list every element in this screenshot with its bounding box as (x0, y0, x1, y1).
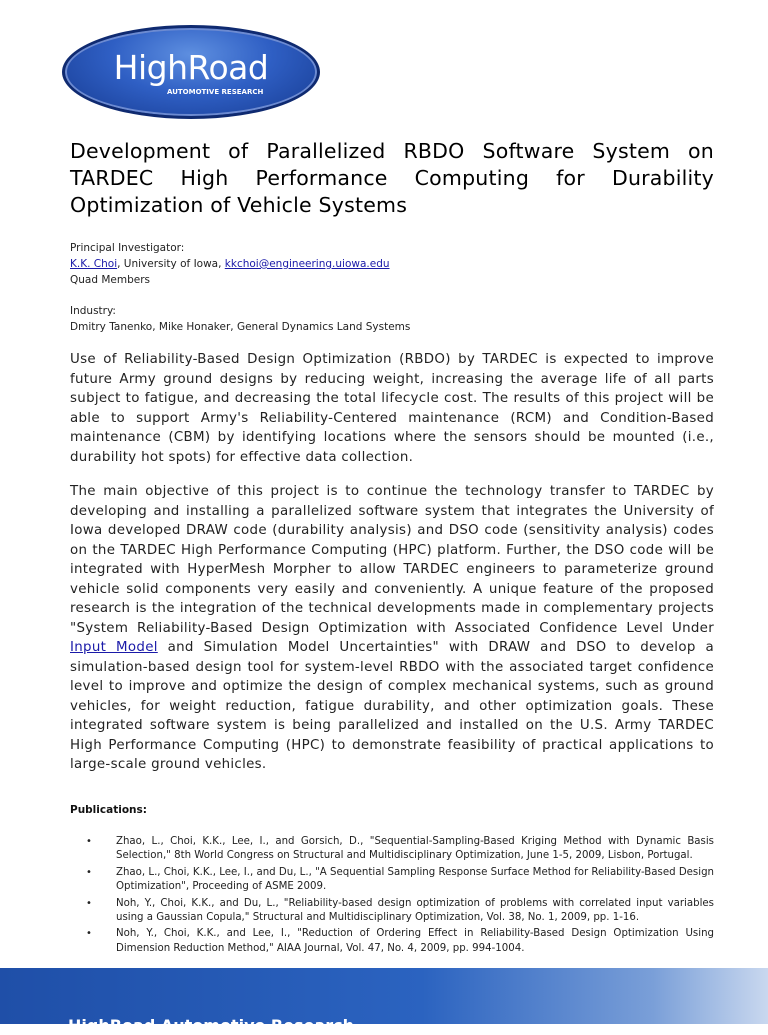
investigator-line (70, 256, 390, 272)
publication-text: Zhao, L., Choi, K.K., Lee, I., and Du, L., "A Sequential Sampling Response Surface Method for Reliability-Based Design Optimization", Proceeding of ASME 2009. (116, 866, 714, 893)
bullet-icon: • (86, 866, 92, 878)
investigator-label: Principal Investigator: (70, 242, 185, 254)
industry-block (70, 303, 410, 335)
highroad-logo (62, 25, 320, 119)
publication-item (70, 866, 714, 895)
publication-item (70, 927, 714, 956)
paragraph-2 (70, 482, 714, 775)
publication-text: Zhao, L., Choi, K.K., Lee, I., and Gorsich, D., "Sequential-Sampling-Based Kriging Method with Dynamic Basis Selection," 8th World Congress on Structural and Multidisciplinary Optimization, June 1-5, 2009, Lisbon, Portugal. (116, 836, 714, 862)
publications-list (70, 835, 714, 956)
logo-name: HighRoad (113, 48, 269, 87)
bullet-icon: • (86, 928, 92, 940)
bullet-icon: • (86, 836, 92, 847)
investigator-affiliation: , University of Iowa, (117, 258, 225, 270)
investigator-email-link[interactable]: kkchoi@engineering.uiowa.edu (224, 258, 390, 270)
paragraph-2-part-2: and Simulation Model Uncertainties" with DRAW and DSO to develop a simulation-based design tool for system-level RBDO with the associated target confidence level to improve and optimize the design of complex mechanical systems, such as ground vehicles, for weight reduction, fatigue durability, and other optimization goals. These integrated software system is being parallelized and installed on the U.S. Army TARDEC High Performance Computing (HPC) to demonstrate feasibility of practical applications to large-scale ground vehicles. (70, 640, 715, 772)
bullet-icon: • (86, 897, 92, 909)
logo-tagline: AUTOMOTIVE RESEARCH (167, 88, 264, 96)
publication-text: Noh, Y., Choi, K.K., and Lee, I., "Reduction of Ordering Effect in Reliability-Based Design Optimization Using Dimension Reduction Method," AIAA Journal, Vol. 47, No. 4, 2009, pp. 994-1004. (116, 928, 714, 954)
industry-people: Dmitry Tanenko, Mike Honaker, General Dynamics Land Systems (70, 321, 411, 333)
industry-label: Industry: (70, 305, 116, 317)
investigator-name-link[interactable]: K.K. Choi (70, 258, 118, 270)
publication-text: Noh, Y., Choi, K.K., and Du, L., "Reliability-based design optimization of problems with correlated input variables using a Gaussian Copula," Structural and Multidisciplinary Optimization, Vol. 38, No. 1, 2009, pp. 1-16. (116, 897, 714, 924)
investigator-members: Quad Members (70, 274, 151, 286)
paragraph-2-part-1: The main objective of this project is to continue the technology transfer to TARDEC by developing and installing a parallelized software system that integrates the University of Iowa developed DRAW code (durability analysis) and DSO code (sensitivity analysis) codes on the TARDEC High Performance Computing (HPC) platform. Further, the DSO code will be integrated with HyperMesh Morpher to allow TARDEC engineers to parameterize ground vehicle solid components very easily and conveniently. A unique feature of the proposed research is the integration of the technical developments made in complementary projects "System Reliability-Based Design Optimization with Associated Confidence Level Under (70, 484, 714, 636)
investigator-block (70, 240, 390, 288)
input-model-link[interactable]: Input Model (70, 640, 158, 655)
footer-band (0, 968, 768, 1035)
footer-text: HighRoad Automotive Research (68, 1016, 355, 1035)
paragraph-1: Use of Reliability-Based Design Optimization (RBDO) by TARDEC is expected to improve future Army ground designs by reducing weight, increasing the average life of all parts subject to fatigue, and decreasing the total lifecycle cost. The results of this project will be able to support Army's Reliability-Centered maintenance (RCM) and Condition-Based maintenance (CBM) by identifying locations where the sensors should be mounted (i.e., durability hot spots) for effective data collection. (70, 352, 714, 465)
publication-item (70, 897, 714, 926)
publications-heading: Publications: (70, 804, 147, 816)
publication-item (70, 835, 714, 864)
document-title: Development of Parallelized RBDO Software System on TARDEC High Performance Computing for Durability Optimization of Vehicle Systems (70, 139, 714, 217)
